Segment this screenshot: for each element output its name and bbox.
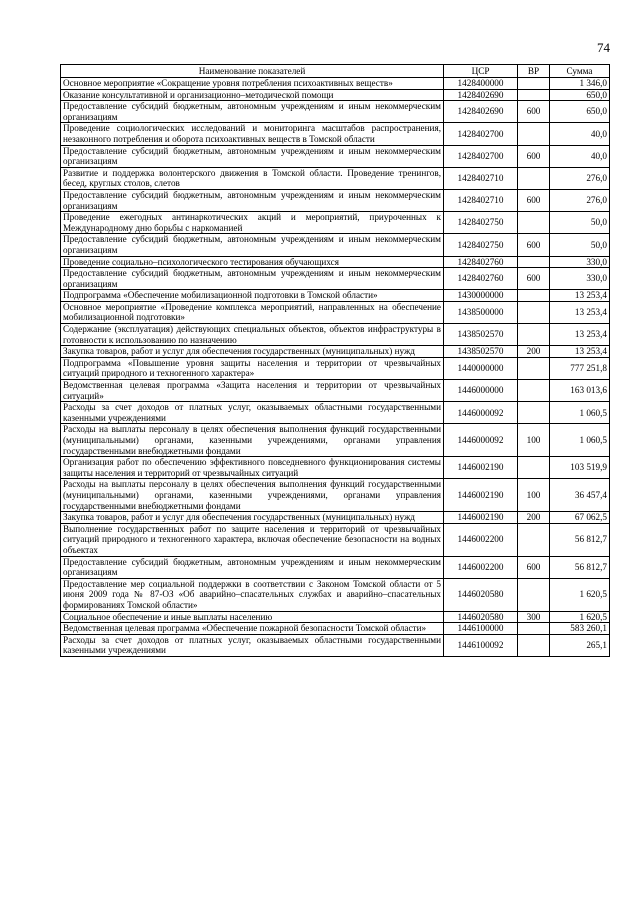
table-row [61,634,610,656]
table-row [61,479,610,512]
table-row [61,324,610,346]
vr-cell [518,578,550,611]
table-row [61,189,610,211]
name-cell: Расходы на выплаты персоналу в целях обеспечения выполнения функций государственными (муниципальными) органами, казенными учреждениями, органами управления государственными внебюджетными фондами [61,479,444,512]
table-row [61,523,610,556]
table-row [61,301,610,323]
csr-cell: 1428402700 [444,123,518,145]
vr-cell: 600 [518,234,550,256]
name-cell: Развитие и поддержка волонтерского движения в Томской области. Проведение тренингов, бесед, круглых столов, слетов [61,167,444,189]
vr-cell: 100 [518,479,550,512]
sum-cell: 777 251,8 [550,357,610,379]
vr-cell [518,290,550,302]
table-row [61,457,610,479]
csr-cell: 1438502570 [444,346,518,358]
table-row [61,101,610,123]
name-cell: Организация работ по обеспечению эффективного повседневного функционирования системы защиты населения и территорий от чрезвычайных ситуаций [61,457,444,479]
table-row [61,380,610,402]
table-header-row [61,65,610,78]
sum-cell: 650,0 [550,89,610,101]
vr-cell [518,167,550,189]
sum-cell: 56 812,7 [550,556,610,578]
vr-cell: 600 [518,556,550,578]
table-row [61,611,610,623]
csr-cell: 1446020580 [444,578,518,611]
csr-cell: 1438502570 [444,324,518,346]
csr-cell: 1446020580 [444,611,518,623]
sum-cell: 13 253,4 [550,346,610,358]
sum-cell: 40,0 [550,123,610,145]
vr-cell: 600 [518,268,550,290]
vr-cell: 200 [518,512,550,524]
table-row [61,578,610,611]
table-row [61,78,610,90]
name-cell: Закупка товаров, работ и услуг для обеспечения государственных (муниципальных) нужд [61,346,444,358]
header-vr: ВР [518,65,550,78]
table-body [61,78,610,657]
csr-cell: 1428402710 [444,167,518,189]
vr-cell [518,634,550,656]
csr-cell: 1428402690 [444,101,518,123]
name-cell: Расходы за счет доходов от платных услуг, оказываемых областными государственными казенными учреждениями [61,634,444,656]
csr-cell: 1438500000 [444,301,518,323]
table-row [61,402,610,424]
page-number: 74 [597,40,610,55]
name-cell: Социальное обеспечение и иные выплаты населению [61,611,444,623]
name-cell: Проведение социологических исследований и мониторинга масштабов распространения, незаконного потребления и оборота психоактивных веществ в Томской области [61,123,444,145]
sum-cell: 36 457,4 [550,479,610,512]
name-cell: Закупка товаров, работ и услуг для обеспечения государственных (муниципальных) нужд [61,512,444,524]
sum-cell: 1 346,0 [550,78,610,90]
csr-cell: 1446000000 [444,380,518,402]
table-row [61,145,610,167]
vr-cell: 300 [518,611,550,623]
csr-cell: 1446002190 [444,479,518,512]
table-row [61,290,610,302]
sum-cell: 276,0 [550,189,610,211]
name-cell: Проведение социально–психологического тестирования обучающихся [61,256,444,268]
sum-cell: 583 260,1 [550,623,610,635]
vr-cell [518,89,550,101]
csr-cell: 1446002200 [444,523,518,556]
table-row [61,512,610,524]
vr-cell: 600 [518,189,550,211]
csr-cell: 1446002190 [444,457,518,479]
name-cell: Предоставление субсидий бюджетным, автономным учреждениям и иным некоммерческим организациям [61,556,444,578]
csr-cell: 1446002200 [444,556,518,578]
csr-cell: 1446000092 [444,402,518,424]
sum-cell: 50,0 [550,234,610,256]
table-row [61,623,610,635]
table-row [61,89,610,101]
csr-cell: 1446000092 [444,424,518,457]
vr-cell [518,123,550,145]
budget-table [60,64,610,657]
table-row [61,357,610,379]
table-row [61,167,610,189]
csr-cell: 1440000000 [444,357,518,379]
name-cell: Ведомственная целевая программа «Обеспечение пожарной безопасности Томской области» [61,623,444,635]
csr-cell: 1446100092 [444,634,518,656]
vr-cell [518,212,550,234]
header-name: Наименование показателей [61,65,444,78]
sum-cell: 1 620,5 [550,578,610,611]
vr-cell [518,523,550,556]
csr-cell: 1428402700 [444,145,518,167]
vr-cell [518,301,550,323]
name-cell: Предоставление субсидий бюджетным, автономным учреждениям и иным некоммерческим организациям [61,145,444,167]
sum-cell: 650,0 [550,101,610,123]
csr-cell: 1428402750 [444,212,518,234]
csr-cell: 1428402690 [444,89,518,101]
sum-cell: 13 253,4 [550,290,610,302]
sum-cell: 67 062,5 [550,512,610,524]
vr-cell: 100 [518,424,550,457]
name-cell: Предоставление мер социальной поддержки в соответствии с Законом Томской области от 5 июня 2009 года № 87-ОЗ «Об аварийно–спасательных службах и аварийно–спасательных формированиях Томской области» [61,578,444,611]
header-sum: Сумма [550,65,610,78]
name-cell: Предоставление субсидий бюджетным, автономным учреждениям и иным некоммерческим организациям [61,189,444,211]
table-row [61,268,610,290]
sum-cell: 1 060,5 [550,402,610,424]
sum-cell: 330,0 [550,268,610,290]
vr-cell [518,78,550,90]
csr-cell: 1428400000 [444,78,518,90]
name-cell: Проведение ежегодных антинаркотических акций и мероприятий, приуроченных к Международному дню борьбы с наркоманией [61,212,444,234]
csr-cell: 1446100000 [444,623,518,635]
table-row [61,256,610,268]
table-row [61,212,610,234]
sum-cell: 265,1 [550,634,610,656]
sum-cell: 56 812,7 [550,523,610,556]
vr-cell [518,380,550,402]
name-cell: Содержание (эксплуатация) действующих специальных объектов, объектов инфраструктуры в готовности к использованию по назначению [61,324,444,346]
name-cell: Расходы на выплаты персоналу в целях обеспечения выполнения функций государственными (муниципальными) органами, казенными учреждениями, органами управления государственными внебюджетными фондами [61,424,444,457]
vr-cell [518,357,550,379]
csr-cell: 1428402750 [444,234,518,256]
sum-cell: 276,0 [550,167,610,189]
table-row [61,234,610,256]
vr-cell [518,623,550,635]
table-row [61,123,610,145]
name-cell: Предоставление субсидий бюджетным, автономным учреждениям и иным некоммерческим организациям [61,234,444,256]
table-row [61,346,610,358]
vr-cell [518,256,550,268]
vr-cell: 200 [518,346,550,358]
table-row [61,556,610,578]
csr-cell: 1430000000 [444,290,518,302]
csr-cell: 1428402710 [444,189,518,211]
name-cell: Расходы за счет доходов от платных услуг, оказываемых областными государственными казенными учреждениями [61,402,444,424]
name-cell: Основное мероприятие «Проведение комплекса мероприятий, направленных на обеспечение мобилизационной подготовки» [61,301,444,323]
name-cell: Ведомственная целевая программа «Защита населения и территории от чрезвычайных ситуаций» [61,380,444,402]
sum-cell: 163 013,6 [550,380,610,402]
name-cell: Выполнение государственных работ по защите населения и территорий от чрезвычайных ситуаций природного и техногенного характера, включая обеспечение безопасности на водных объектах [61,523,444,556]
sum-cell: 103 519,9 [550,457,610,479]
sum-cell: 40,0 [550,145,610,167]
header-csr: ЦСР [444,65,518,78]
vr-cell [518,402,550,424]
table-row [61,424,610,457]
name-cell: Основное мероприятие «Сокращение уровня потребления психоактивных веществ» [61,78,444,90]
csr-cell: 1446002190 [444,512,518,524]
csr-cell: 1428402760 [444,256,518,268]
sum-cell: 1 060,5 [550,424,610,457]
name-cell: Предоставление субсидий бюджетным, автономным учреждениям и иным некоммерческим организациям [61,268,444,290]
vr-cell [518,457,550,479]
name-cell: Оказание консультативной и организационно–методической помощи [61,89,444,101]
sum-cell: 13 253,4 [550,301,610,323]
sum-cell: 13 253,4 [550,324,610,346]
name-cell: Подпрограмма «Повышение уровня защиты населения и территории от чрезвычайных ситуаций природного и техногенного характера» [61,357,444,379]
name-cell: Подпрограмма «Обеспечение мобилизационной подготовки в Томской области» [61,290,444,302]
vr-cell [518,324,550,346]
sum-cell: 1 620,5 [550,611,610,623]
vr-cell: 600 [518,101,550,123]
sum-cell: 330,0 [550,256,610,268]
csr-cell: 1428402760 [444,268,518,290]
vr-cell: 600 [518,145,550,167]
name-cell: Предоставление субсидий бюджетным, автономным учреждениям и иным некоммерческим организациям [61,101,444,123]
sum-cell: 50,0 [550,212,610,234]
